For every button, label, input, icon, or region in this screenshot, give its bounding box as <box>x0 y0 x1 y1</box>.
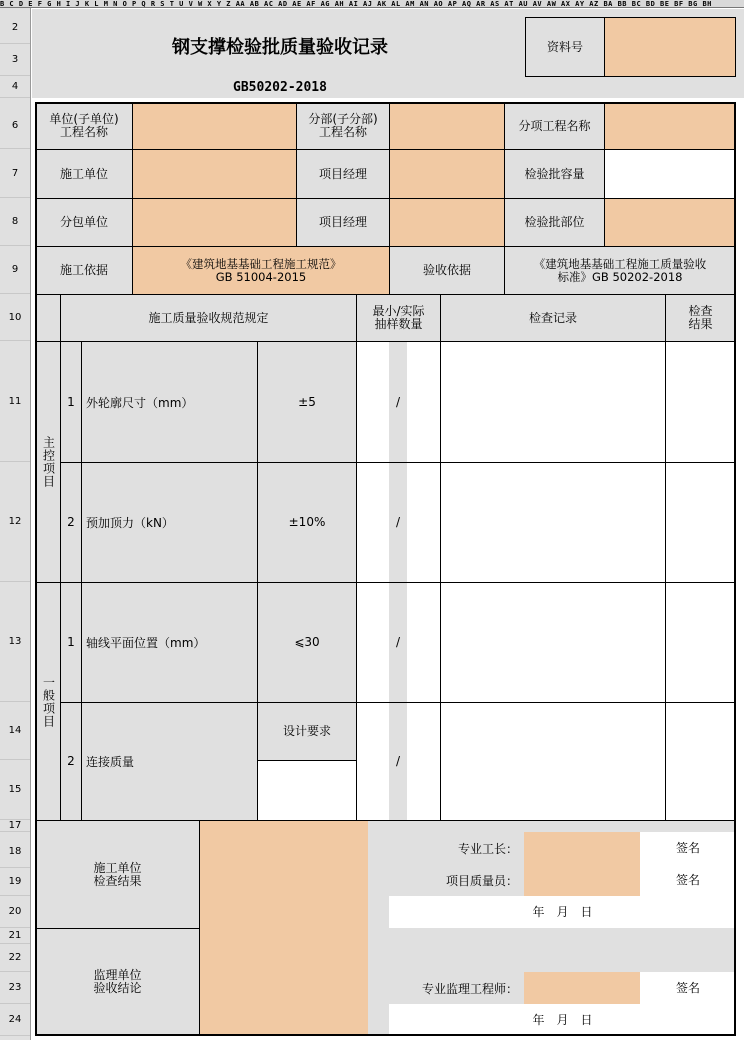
row-number[interactable]: 20 <box>0 896 30 928</box>
supervisor-conclusion-field[interactable] <box>200 928 368 1036</box>
sub-project-manager-label: 项目经理 <box>296 198 390 247</box>
contractor-label: 施工单位 <box>35 149 133 199</box>
main-items-label <box>35 341 61 583</box>
contractor-check-label: 施工单位 检查结果 <box>35 820 200 929</box>
item-name: 外轮廓尺寸（mm） <box>81 341 258 463</box>
row-number[interactable]: 11 <box>0 341 30 462</box>
contractor-date[interactable]: 年 月 日 <box>389 896 736 929</box>
project-manager-label: 项目经理 <box>296 149 390 199</box>
batch-capacity-label: 检验批容量 <box>504 149 605 199</box>
row-number[interactable]: 23 <box>0 972 30 1004</box>
header-blank-cell <box>35 294 61 342</box>
result-cell[interactable] <box>665 462 736 583</box>
part-name-label: 分部(子分部) 工程名称 <box>296 102 390 150</box>
row-number[interactable]: 21 <box>0 928 30 944</box>
foreman-qc-sign-field[interactable] <box>524 832 640 896</box>
column-header-bar: B C D E F G H I J K L M N O P Q R S T U V W X Y Z AA AB AC AD AE AF AG AH AI AJ AK AL AM AN AO AP AQ AR AS AT AU AV AW AX AY AZ BA BB BC BD BE BF BG BH <box>0 0 744 8</box>
batch-location-label: 检验批部位 <box>504 198 605 247</box>
item-number: 1 <box>60 341 82 463</box>
main-items-text: 主控项目 <box>41 436 56 488</box>
record-header: 检查记录 <box>440 294 666 342</box>
row-number[interactable]: 19 <box>0 868 30 896</box>
contractor-field[interactable] <box>132 149 297 199</box>
supervisor-check-label: 监理单位 验收结论 <box>35 928 200 1036</box>
result-cell[interactable] <box>665 702 736 821</box>
row-header-bar <box>0 8 31 1040</box>
item-name: 连接质量 <box>81 702 258 821</box>
acceptance-basis-label: 验收依据 <box>389 246 505 295</box>
row-number[interactable]: 8 <box>0 198 30 246</box>
supervising-engineer-sign-label: 签名 <box>675 980 700 995</box>
item-name: 预加顶力（kN） <box>81 462 258 583</box>
item-tolerance: ⩽30 <box>257 582 357 703</box>
subcontractor-label: 分包单位 <box>35 198 133 247</box>
batch-capacity-field[interactable] <box>604 149 736 199</box>
standard-code: GB50202-2018 <box>233 79 327 95</box>
foreman-sign-label: 签名 <box>675 840 700 855</box>
construction-basis-label: 施工依据 <box>35 246 133 295</box>
row-number[interactable]: 18 <box>0 836 30 868</box>
record-cell[interactable] <box>440 702 666 821</box>
row-number[interactable]: 22 <box>0 944 30 972</box>
row-number[interactable]: 24 <box>0 1004 30 1036</box>
item-tolerance: ±10% <box>257 462 357 583</box>
sample-slash: / <box>395 394 401 409</box>
doc-no-field[interactable] <box>604 17 736 77</box>
row-number[interactable]: 2 <box>0 12 30 44</box>
row-number[interactable]: 9 <box>0 246 30 294</box>
batch-location-field[interactable] <box>604 198 736 247</box>
record-cell[interactable] <box>440 582 666 703</box>
row-number[interactable]: 13 <box>0 582 30 702</box>
result-header: 检查 结果 <box>665 294 736 342</box>
row-number[interactable]: 4 <box>0 76 30 98</box>
sample-slash: / <box>395 754 401 768</box>
row-number[interactable]: 17 <box>0 820 30 832</box>
item-tolerance: 设计要求 <box>257 702 357 761</box>
quality-inspector-sign-label: 签名 <box>675 872 700 887</box>
sub-project-manager-field[interactable] <box>389 198 505 247</box>
item-number: 1 <box>60 582 82 703</box>
unit-name-label: 单位(子单位) 工程名称 <box>35 102 133 150</box>
record-cell[interactable] <box>440 341 666 463</box>
item-number: 2 <box>60 702 82 821</box>
item-name: 轴线平面位置（mm） <box>81 582 258 703</box>
tolerance-input-cell[interactable] <box>257 760 357 821</box>
doc-no-label: 资料号 <box>525 17 605 77</box>
item-number: 2 <box>60 462 82 583</box>
row-number[interactable]: 12 <box>0 462 30 582</box>
row-number[interactable]: 3 <box>0 44 30 76</box>
general-items-text: 一般项目 <box>41 675 56 728</box>
project-manager-field[interactable] <box>389 149 505 199</box>
general-items-label <box>35 582 61 821</box>
row-number[interactable]: 10 <box>0 294 30 341</box>
row-number[interactable]: 7 <box>0 149 30 198</box>
spec-header: 施工质量验收规范规定 <box>60 294 357 342</box>
supervising-engineer-label: 专业监理工程师： <box>421 981 518 996</box>
foreman-label: 专业工长： <box>457 841 518 856</box>
acceptance-basis-value: 《建筑地基基础工程施工质量验收 标准》GB 50202-2018 <box>504 246 736 295</box>
subitem-name-field[interactable] <box>604 102 736 150</box>
supervisor-date[interactable]: 年 月 日 <box>389 1004 736 1036</box>
part-name-field[interactable] <box>389 102 505 150</box>
contractor-check-result-field[interactable] <box>200 820 368 929</box>
item-tolerance: ±5 <box>257 341 357 463</box>
row-number[interactable]: 6 <box>0 102 30 149</box>
subcontractor-field[interactable] <box>132 198 297 247</box>
unit-name-field[interactable] <box>132 102 297 150</box>
row-number[interactable]: 15 <box>0 760 30 820</box>
quality-inspector-label: 项目质量员： <box>445 873 518 888</box>
construction-basis-value[interactable]: 《建筑地基基础工程施工规范》 GB 51004-2015 <box>132 246 390 295</box>
sample-slash: / <box>395 635 401 649</box>
page-title: 钢支撑检验批质量验收记录 <box>172 36 388 58</box>
supervising-engineer-sign-field[interactable] <box>524 972 640 1004</box>
subitem-name-label: 分项工程名称 <box>504 102 605 150</box>
result-cell[interactable] <box>665 582 736 703</box>
result-cell[interactable] <box>665 341 736 463</box>
record-cell[interactable] <box>440 462 666 583</box>
sample-header: 最小/实际 抽样数量 <box>356 294 441 342</box>
sample-slash: / <box>395 515 401 529</box>
row-number[interactable]: 14 <box>0 702 30 760</box>
